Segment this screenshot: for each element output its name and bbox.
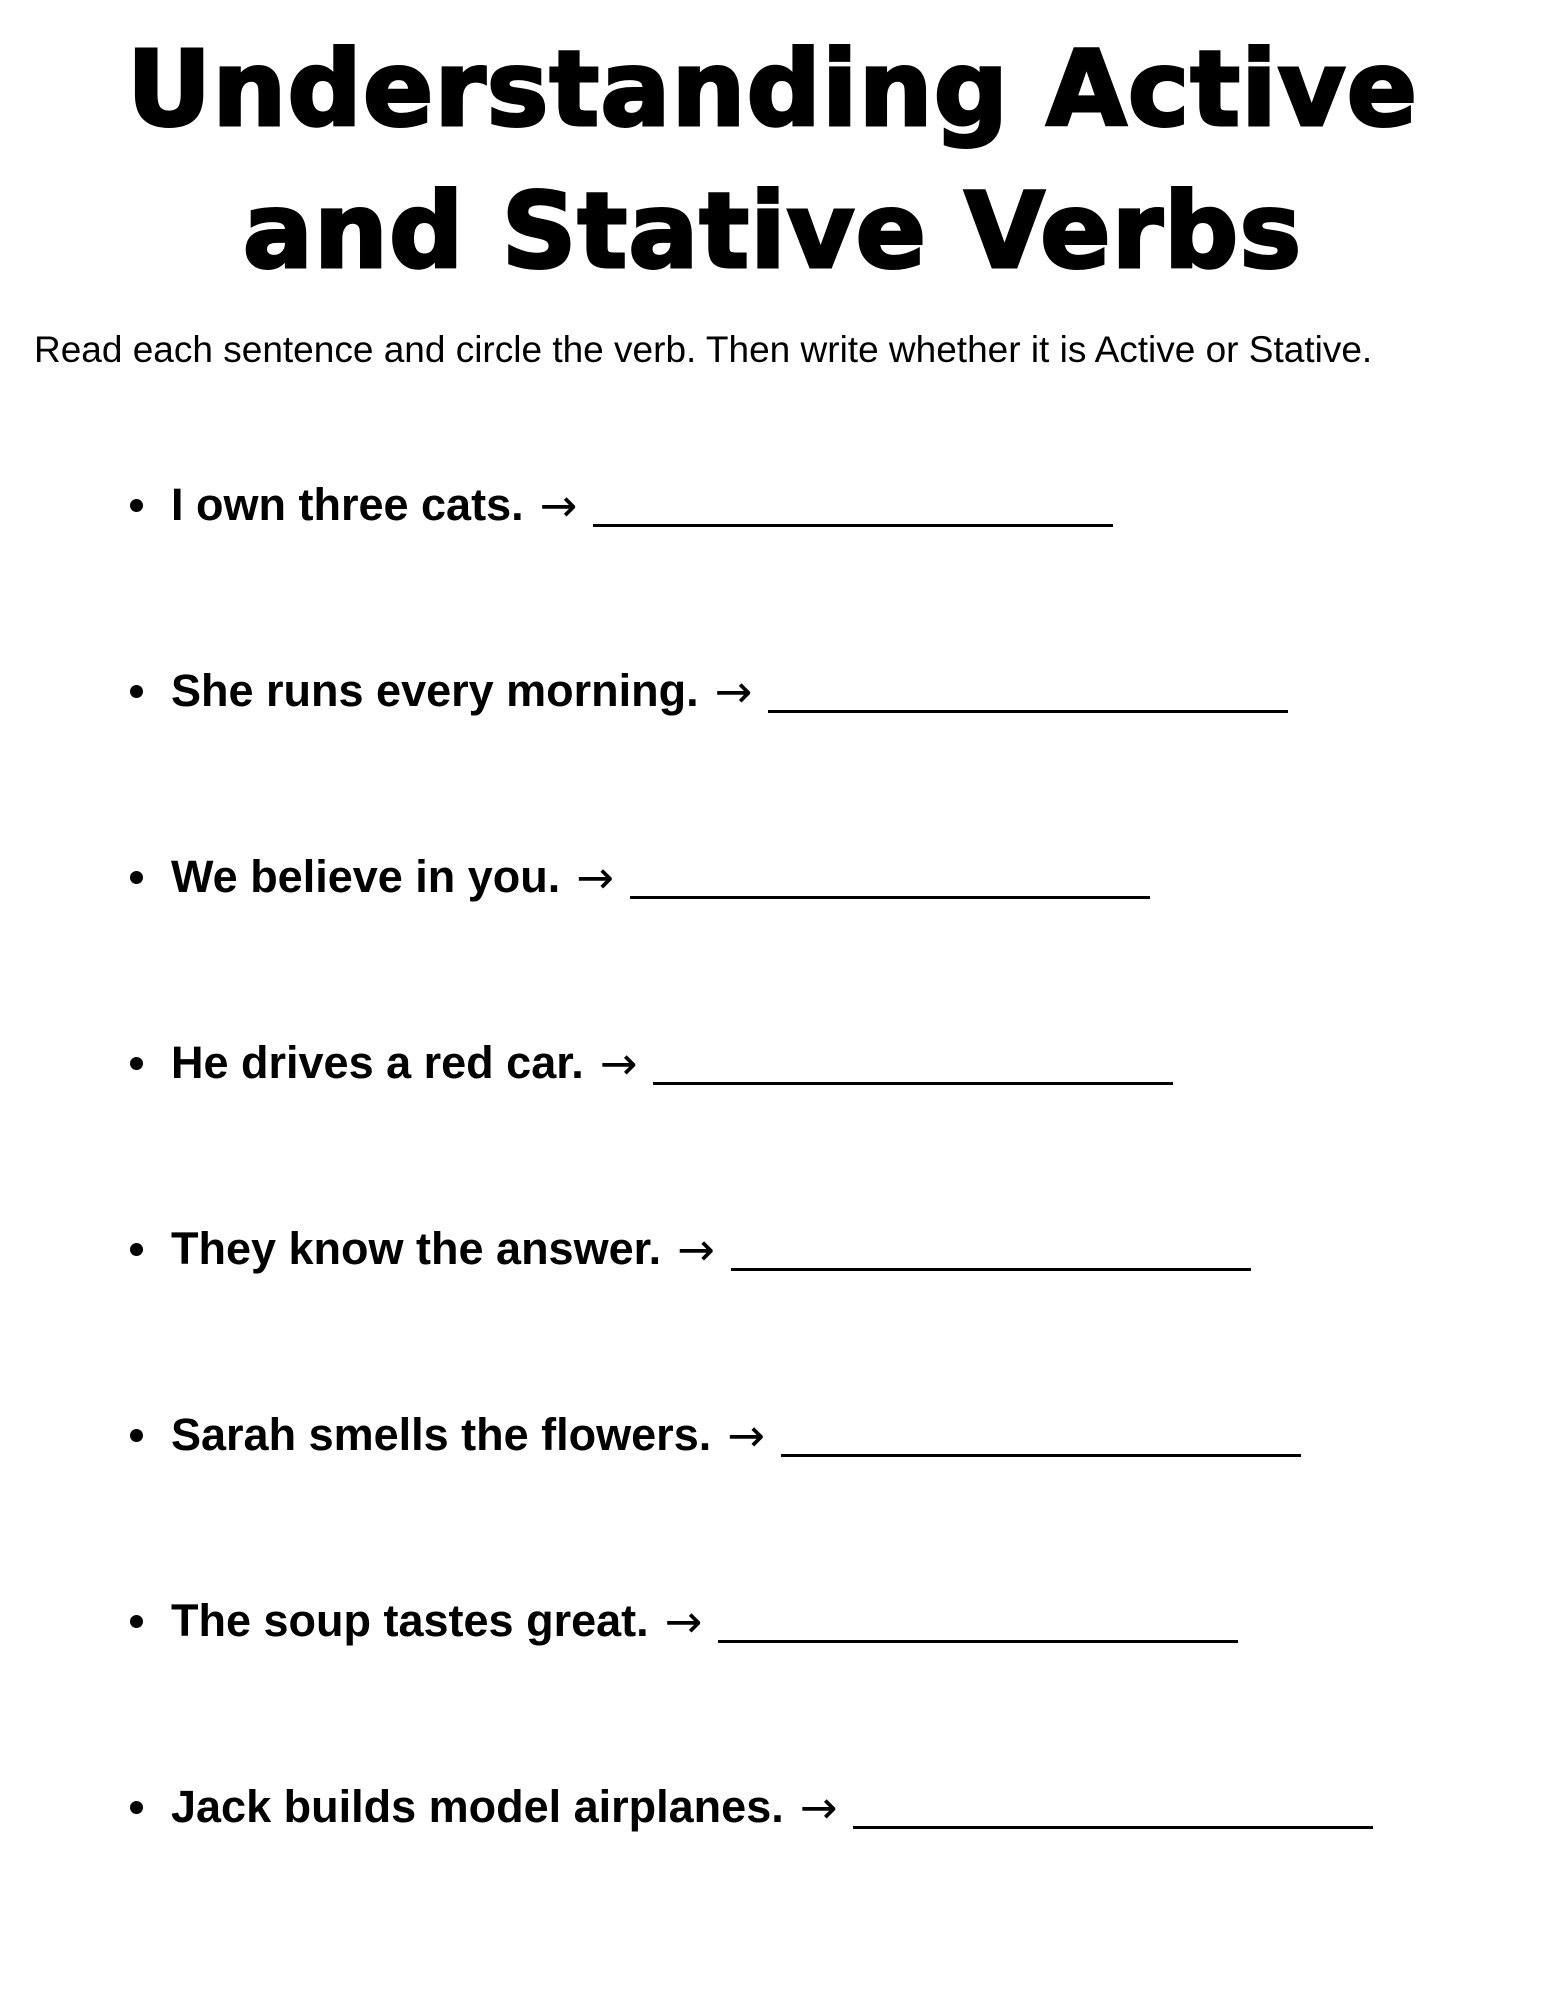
worksheet-title: Understanding Active and Stative Verbs [126,28,1419,292]
bullet-icon [130,1057,143,1070]
list-item [130,847,1150,907]
arrow-icon: → [799,1780,838,1834]
instructions-text: Read each sentence and circle the verb. Then write whether it is Active or Stative. [34,329,1373,370]
sentence-text: They know the answer. [171,1223,662,1274]
answer-blank[interactable] [653,1082,1173,1085]
bullet-icon [130,1429,143,1442]
answer-blank[interactable] [630,896,1150,899]
list-item [130,1219,1251,1279]
bullet-icon [130,685,143,698]
list-item [130,1033,1173,1093]
list-item [130,1777,1373,1837]
sentence-text: Jack builds model airplanes. [171,1781,784,1832]
bullet-icon [130,1615,143,1628]
answer-blank[interactable] [593,524,1113,527]
bullet-icon [130,1801,143,1814]
bullet-icon [130,871,143,884]
bullet-icon [130,1243,143,1256]
answer-blank[interactable] [853,1826,1373,1829]
arrow-icon: → [539,478,578,532]
arrow-icon: → [599,1036,638,1090]
list-item [130,1591,1238,1651]
sentence-text: Sarah smells the flowers. [171,1409,712,1460]
sentence-text: She runs every morning. [171,665,699,716]
answer-blank[interactable] [768,710,1288,713]
sentence-text: I own three cats. [171,479,524,530]
arrow-icon: → [664,1594,703,1648]
list-item [130,475,1113,535]
bullet-icon [130,499,143,512]
answer-blank[interactable] [731,1268,1251,1271]
arrow-icon: → [714,664,753,718]
arrow-icon: → [677,1222,715,1276]
answer-blank[interactable] [718,1640,1238,1643]
list-item [130,1405,1301,1465]
answer-blank[interactable] [781,1454,1301,1457]
list-item [130,661,1288,721]
sentence-text: We believe in you. [171,851,561,902]
sentence-text: The soup tastes great. [171,1595,649,1646]
sentence-text: He drives a red car. [171,1037,584,1088]
arrow-icon: → [576,850,615,904]
arrow-icon: → [727,1408,765,1462]
